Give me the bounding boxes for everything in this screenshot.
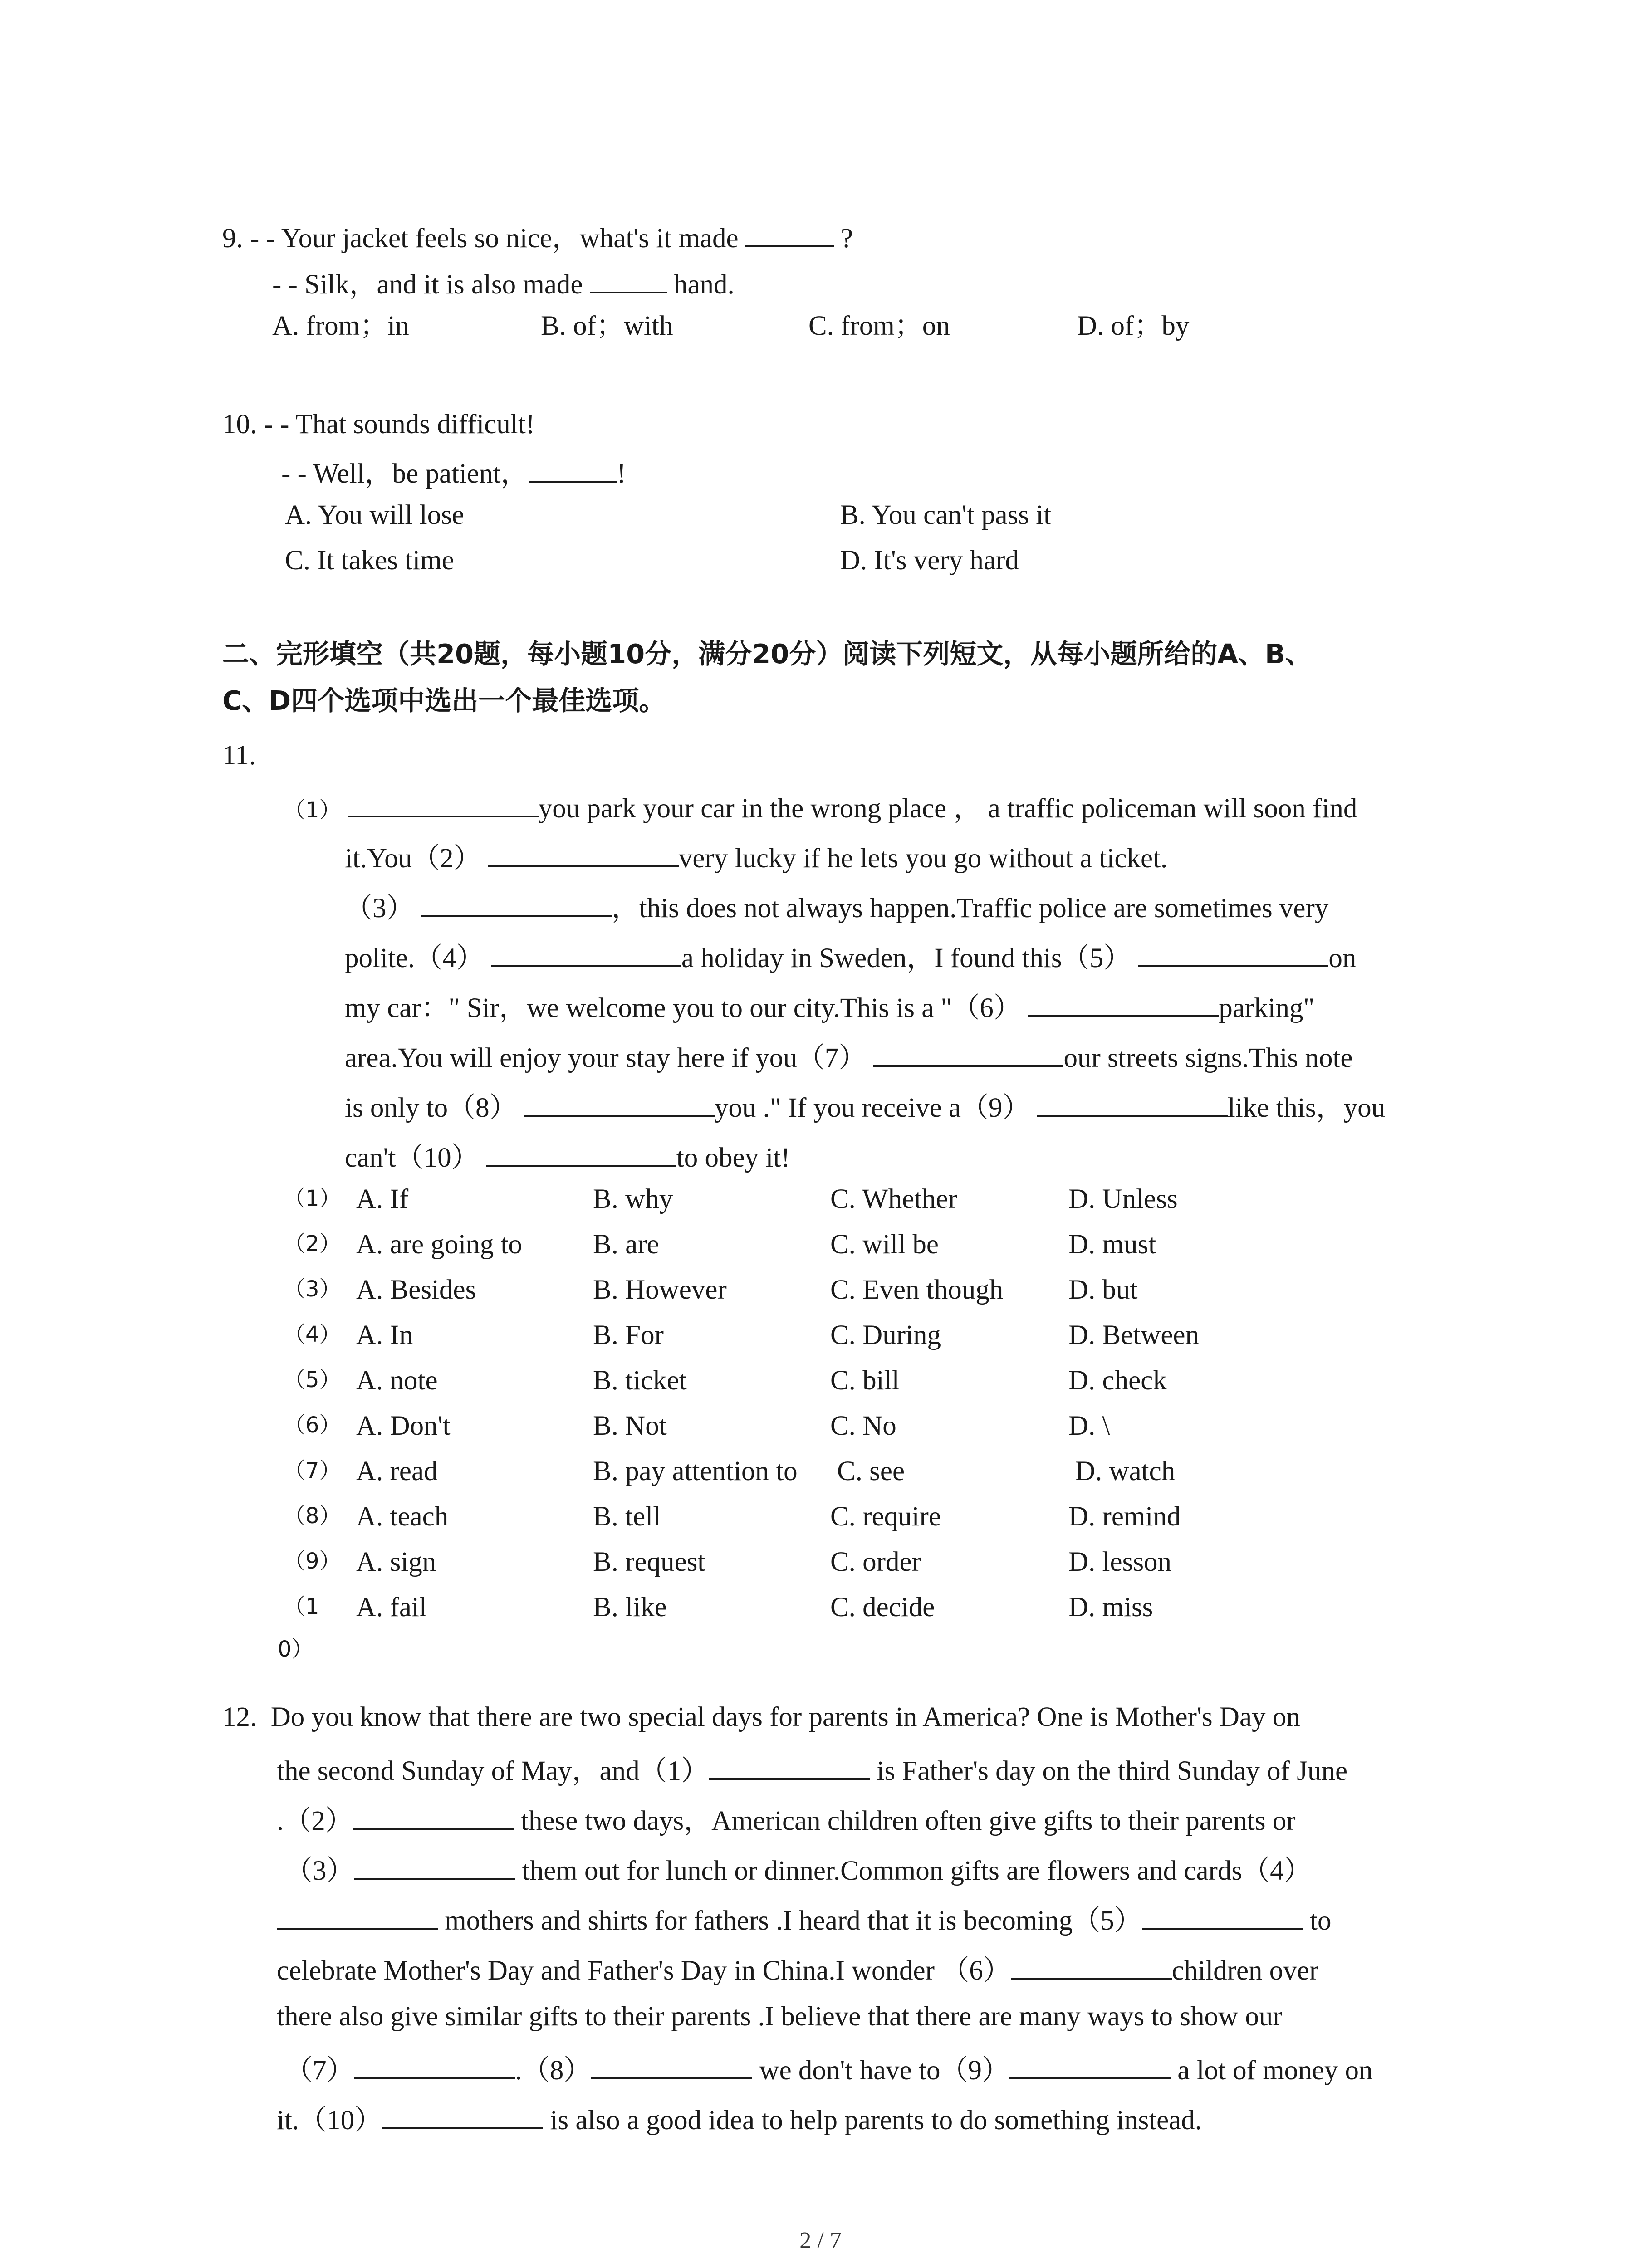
choice-c[interactable]: C. During	[830, 1320, 941, 1350]
answer-blank[interactable]	[348, 791, 539, 817]
answer-blank[interactable]	[745, 220, 834, 247]
answer-blank[interactable]	[873, 1040, 1063, 1067]
answer-blank[interactable]	[1011, 1953, 1172, 1980]
choice-b[interactable]: B. For	[593, 1320, 664, 1350]
choice-c[interactable]: C. order	[830, 1547, 921, 1577]
q11-passage-line: my car：" Sir，we welcome you to our city.This is a "（6） parking"	[345, 990, 1314, 1022]
choice-a[interactable]: A. note	[356, 1365, 438, 1396]
q9-option-a[interactable]: A. from；in	[272, 311, 409, 341]
choice-d[interactable]: D. \	[1068, 1411, 1110, 1441]
answer-blank[interactable]	[354, 2053, 515, 2079]
q10-line2: - - Well，be patient， !	[281, 456, 626, 488]
q12-line: .（2） these two days，American children often give gifts to their parents or	[277, 1803, 1296, 1835]
answer-blank[interactable]	[488, 841, 679, 867]
q11-passage-line: （3） ，this does not always happen.Traffic police are sometimes very	[345, 890, 1328, 922]
choice-a[interactable]: A. In	[356, 1320, 413, 1350]
choice-b[interactable]: B. Not	[593, 1411, 667, 1441]
answer-blank[interactable]	[591, 2053, 752, 2079]
choice-b[interactable]: B. like	[593, 1592, 667, 1623]
answer-blank[interactable]	[277, 1903, 438, 1930]
answer-blank[interactable]	[590, 267, 667, 293]
q11-passage-line: is only to（8） you ." If you receive a（9） like this，you	[345, 1090, 1385, 1122]
answer-blank[interactable]	[1009, 2053, 1171, 2079]
choice-a[interactable]: A. read	[356, 1456, 438, 1486]
answer-blank[interactable]	[1028, 990, 1219, 1017]
answer-blank[interactable]	[1142, 1903, 1303, 1930]
choice-a[interactable]: A. teach	[356, 1501, 449, 1532]
choice-number: （1）	[284, 1186, 341, 1211]
choice-c[interactable]: C. will be	[830, 1229, 939, 1260]
choice-d[interactable]: D. watch	[1075, 1456, 1176, 1486]
choice-d[interactable]: D. miss	[1068, 1592, 1153, 1623]
answer-blank[interactable]	[421, 890, 612, 917]
choice-a[interactable]: A. sign	[356, 1547, 436, 1577]
choice-b[interactable]: B. pay attention to	[593, 1456, 798, 1486]
choice-number: （8）	[284, 1503, 341, 1529]
q11-passage-line: it.You（2） very lucky if he lets you go without a ticket.	[345, 841, 1167, 872]
q11-passage-line: can't（10） to obey it!	[345, 1140, 790, 1172]
answer-blank[interactable]	[1138, 940, 1328, 967]
answer-blank[interactable]	[382, 2102, 543, 2129]
choice-d[interactable]: D. lesson	[1068, 1547, 1172, 1577]
choice-b[interactable]: B. However	[593, 1275, 727, 1305]
q12-line: 12. Do you know that there are two special days for parents in America? One is Mother's Day on	[222, 1702, 1300, 1732]
choice-b[interactable]: B. request	[593, 1547, 705, 1577]
q12-line: （3） them out for lunch or dinner.Common gifts are flowers and cards（4）	[285, 1853, 1312, 1885]
answer-blank[interactable]	[486, 1140, 676, 1167]
choice-a[interactable]: A. are going to	[356, 1229, 522, 1260]
q11-passage-line: area.You will enjoy your stay here if you（7） our streets signs.This note	[345, 1040, 1353, 1072]
q12-line: （7） .（8） we don't have to（9） a lot of money on	[285, 2053, 1373, 2084]
q11-passage-line: （1） you park your car in the wrong place ， a traffic policeman will soon find	[284, 791, 1357, 822]
choice-number-wrap: 0）	[278, 1637, 314, 1662]
choice-number: （7）	[284, 1458, 341, 1483]
answer-blank[interactable]	[354, 1853, 515, 1880]
choice-number: （5）	[284, 1367, 341, 1393]
q10-option-d[interactable]: D. It's very hard	[840, 545, 1019, 576]
choice-d[interactable]: D. Unless	[1068, 1184, 1178, 1214]
answer-blank[interactable]	[353, 1803, 514, 1830]
choice-d[interactable]: D. but	[1068, 1275, 1138, 1305]
choice-a[interactable]: A. fail	[356, 1592, 427, 1623]
q12-number: 12.	[222, 1702, 257, 1732]
choice-number: （1	[284, 1594, 319, 1619]
q9-line1: 9. - - Your jacket feels so nice，what's it made ?	[222, 220, 853, 252]
q9-stem: 9. - - Your jacket feels so nice，what's it made	[222, 223, 739, 254]
q10-option-c[interactable]: C. It takes time	[285, 545, 454, 576]
choice-d[interactable]: D. check	[1068, 1365, 1167, 1396]
choice-c[interactable]: C. decide	[830, 1592, 935, 1623]
q9-option-b[interactable]: B. of；with	[541, 311, 673, 341]
choice-c[interactable]: C. Even though	[830, 1275, 1004, 1305]
answer-blank[interactable]	[1037, 1090, 1228, 1117]
choice-c[interactable]: C. see	[837, 1456, 905, 1486]
q9-option-c[interactable]: C. from；on	[808, 311, 950, 341]
q12-line: the second Sunday of May，and（1） is Father's day on the third Sunday of June	[277, 1753, 1347, 1785]
choice-b[interactable]: B. why	[593, 1184, 673, 1214]
choice-number: （3）	[284, 1276, 341, 1302]
choice-number: （2）	[284, 1231, 341, 1256]
choice-a[interactable]: A. If	[356, 1184, 409, 1214]
q12-line: mothers and shirts for fathers .I heard that it is becoming（5） to	[277, 1903, 1331, 1935]
q9-line2: - - Silk，and it is also made hand.	[272, 267, 735, 298]
answer-blank[interactable]	[709, 1753, 870, 1780]
q12-line: celebrate Mother's Day and Father's Day in China.I wonder （6） children over	[277, 1953, 1318, 1984]
choice-d[interactable]: D. Between	[1068, 1320, 1199, 1350]
q12-line: it.（10） is also a good idea to help parents to do something instead.	[277, 2102, 1202, 2134]
choice-b[interactable]: B. are	[593, 1229, 659, 1260]
choice-a[interactable]: A. Besides	[356, 1275, 476, 1305]
q11-number: 11.	[222, 740, 256, 771]
choice-c[interactable]: C. bill	[830, 1365, 900, 1396]
answer-blank[interactable]	[524, 1090, 715, 1117]
q11-passage-line: polite.（4） a holiday in Sweden，I found this（5） on	[345, 940, 1356, 972]
section-heading-line1: 二、完形填空（共20题，每小题10分，满分20分）阅读下列短文，从每小题所给的A、B、	[222, 638, 1312, 670]
choice-a[interactable]: A. Don't	[356, 1411, 451, 1441]
page-number: 2 / 7	[799, 2228, 842, 2253]
choice-d[interactable]: D. must	[1068, 1229, 1156, 1260]
choice-number: （4）	[284, 1322, 341, 1347]
choice-number: （6）	[284, 1413, 341, 1438]
choice-b[interactable]: B. tell	[593, 1501, 661, 1532]
q10-option-a[interactable]: A. You will lose	[285, 500, 464, 530]
q10-line1: 10. - - That sounds difficult!	[222, 409, 535, 440]
q10-option-b[interactable]: B. You can't pass it	[840, 500, 1052, 530]
answer-blank[interactable]	[529, 456, 617, 483]
choice-c[interactable]: C. No	[830, 1411, 896, 1441]
section-heading-line2: C、D四个选项中选出一个最佳选项。	[222, 685, 666, 716]
choice-c[interactable]: C. Whether	[830, 1184, 958, 1214]
choice-b[interactable]: B. ticket	[593, 1365, 687, 1396]
choice-c[interactable]: C. require	[830, 1501, 941, 1532]
q12-line: there also give similar gifts to their parents .I believe that there are many ways to show our	[277, 2001, 1282, 2032]
choice-d[interactable]: D. remind	[1068, 1501, 1181, 1532]
answer-blank[interactable]	[491, 940, 681, 967]
choice-number: （9）	[284, 1549, 341, 1574]
q9-option-d[interactable]: D. of；by	[1077, 311, 1190, 341]
